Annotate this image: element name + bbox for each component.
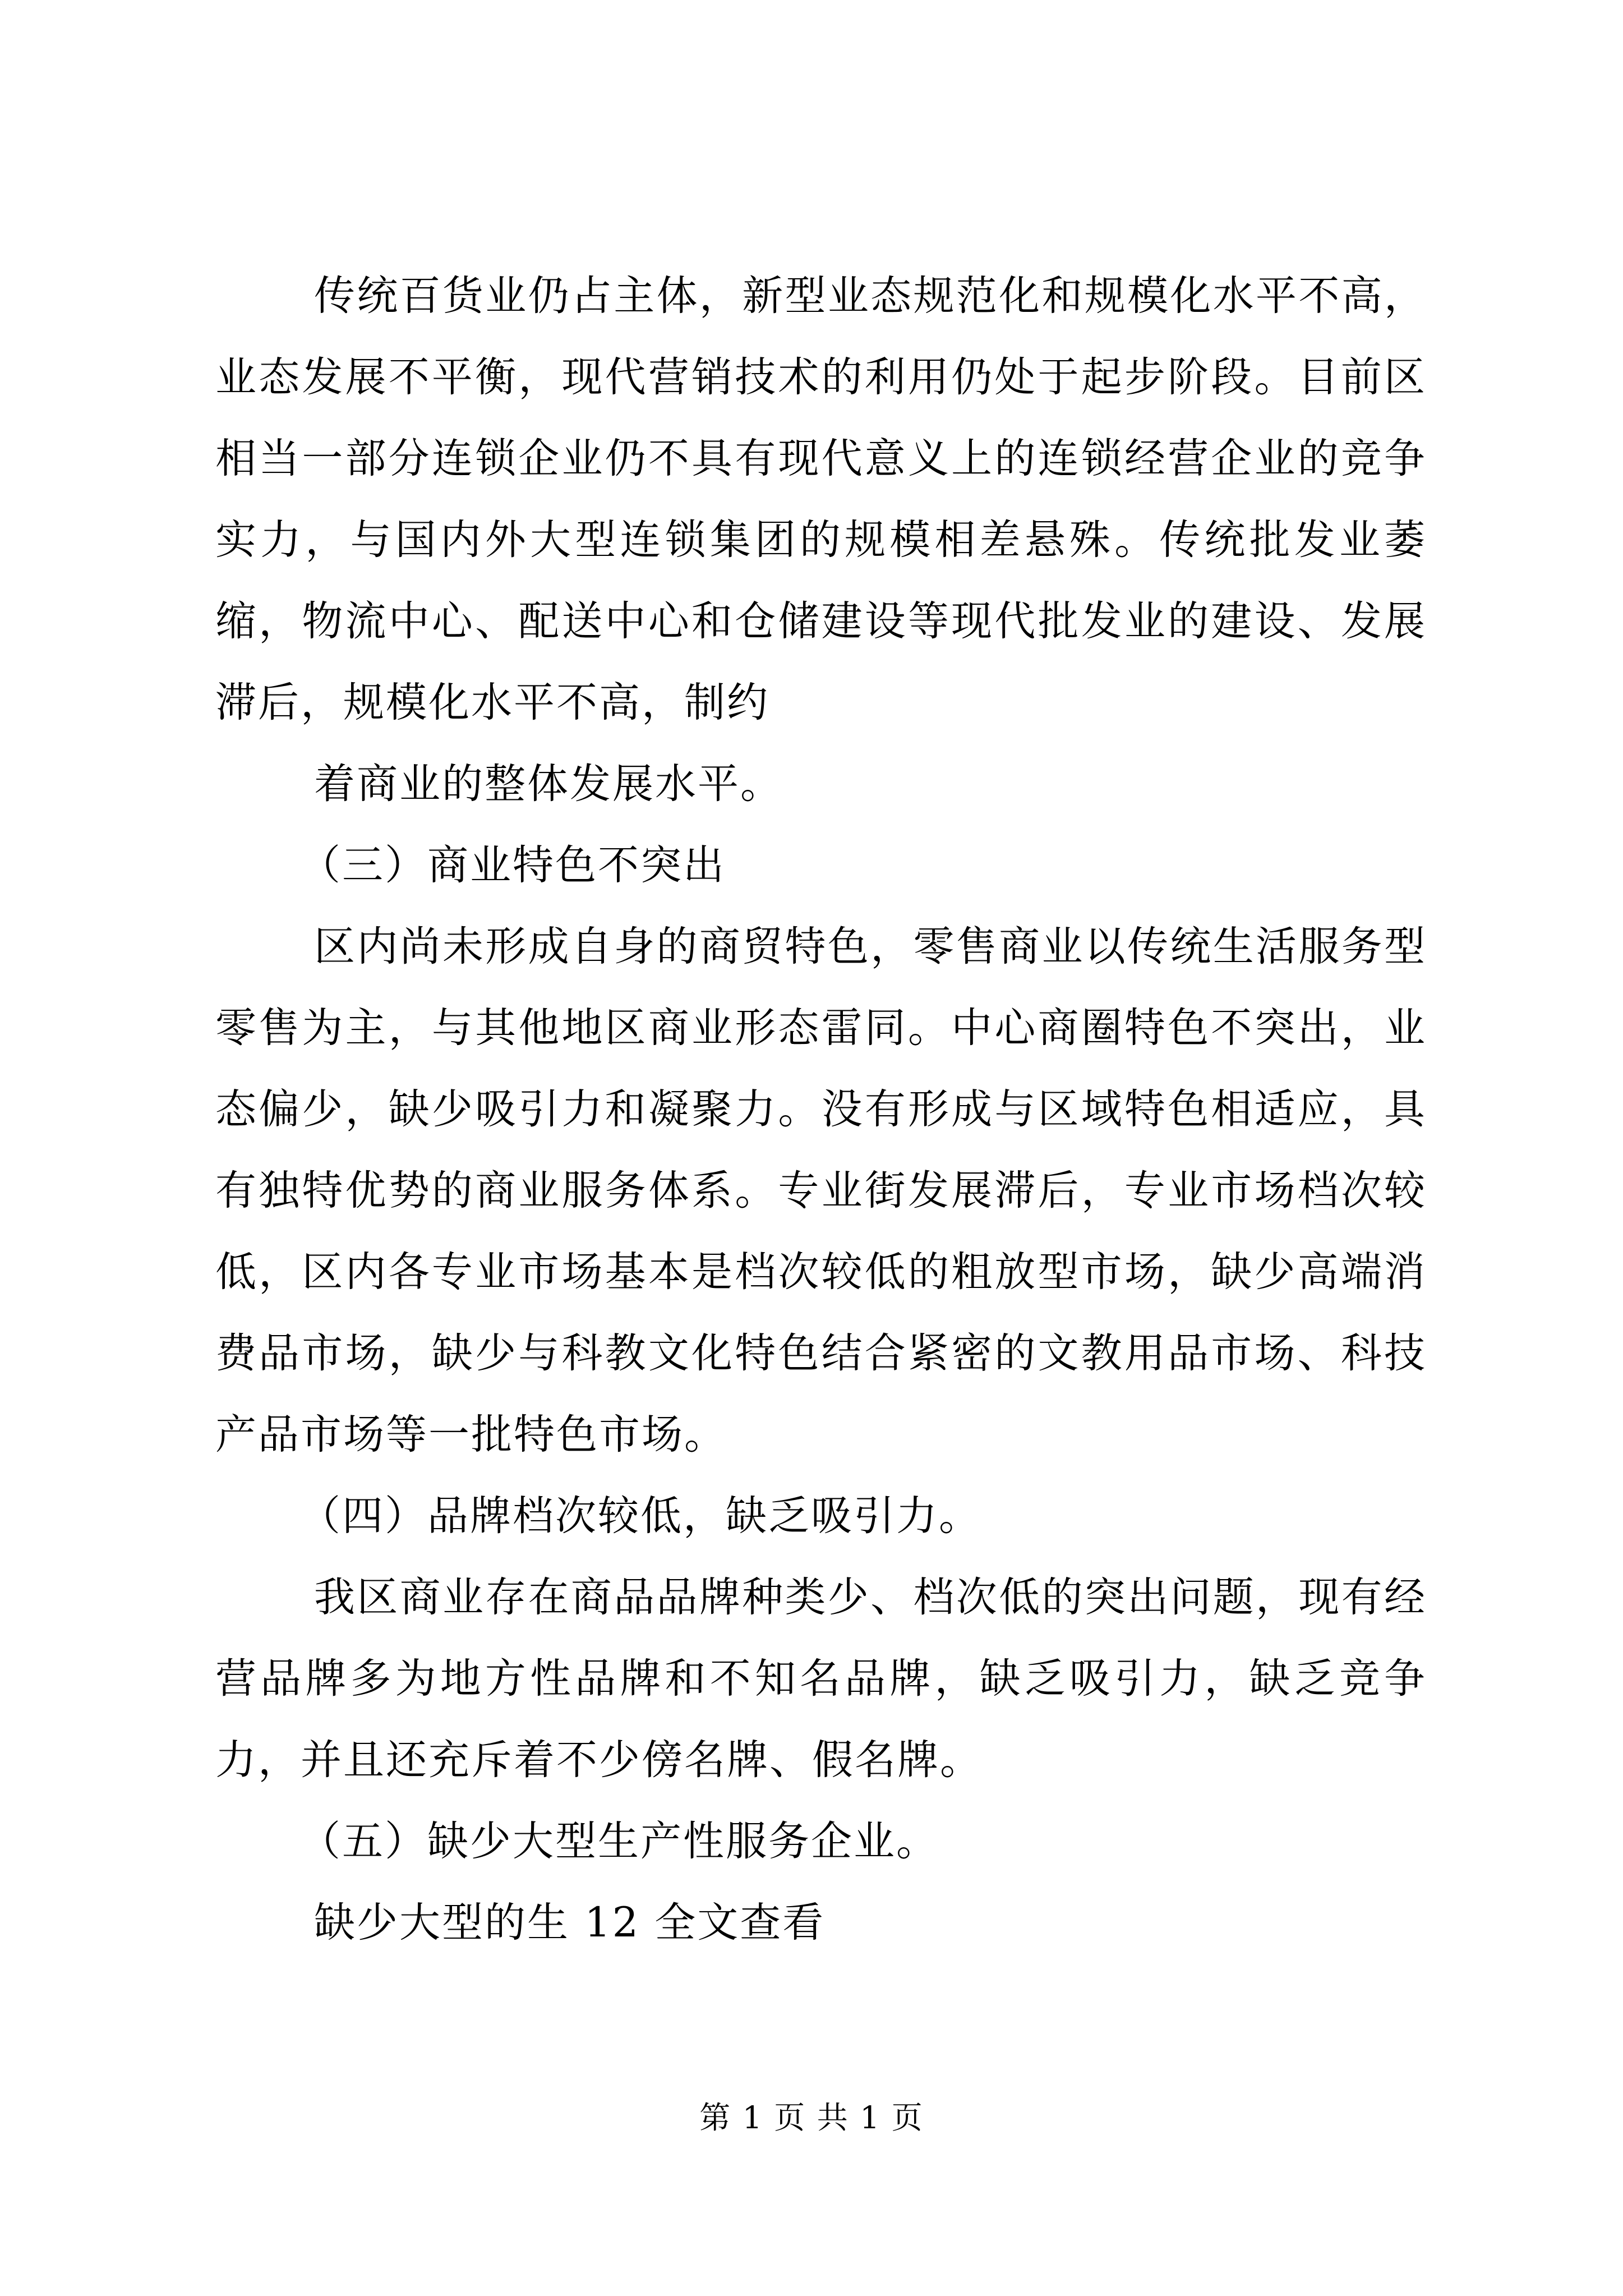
paragraph-continuation: 着商业的整体发展水平。 bbox=[314, 760, 783, 808]
section-heading-3: （三）商业特色不突出 bbox=[299, 841, 726, 889]
paragraph-commercial-features: 区内尚未形成自身的商贸特色，零售商业以传统生活服务型零售为主，与其他地区商业形态雷同。中心商圈特色不突出，业态偏少，缺少吸引力和凝聚力。没有形成与区域特色相适应，具有独特优势的商业服务体系。专业街发展滞后，专业市场档次较低，区内各专业市场基本是档次较低的粗放型市场，缺少高端消费品市场，缺少与科教文化特色结合紧密的文教用品市场、科技产品市场等一批特色市场。 bbox=[215, 923, 1427, 1458]
page-footer: 第 1 页 共 1 页 bbox=[699, 2100, 924, 2136]
document-body bbox=[215, 255, 1427, 1963]
paragraph-retail-structure: 传统百货业仍占主体，新型业态规范化和规模化水平不高，业态发展不平衡，现代营销技术的利用仍处于起步阶段。目前区相当一部分连锁企业仍不具有现代意义上的连锁经营企业的竞争实力，与国内外大型连锁集团的规模相差悬殊。传统批发业萎缩，物流中心、配送中心和仓储建设等现代批发业的建设、发展滞后，规模化水平不高，制约 bbox=[215, 272, 1427, 726]
section-heading-4: （四）品牌档次较低，缺乏吸引力。 bbox=[299, 1492, 981, 1540]
paragraph-brand-level: 我区商业存在商品品牌种类少、档次低的突出问题，现有经营品牌多为地方性品牌和不知名品牌，缺乏吸引力，缺乏竞争力，并且还充斥着不少傍名牌、假名牌。 bbox=[215, 1573, 1427, 1784]
section-heading-5: （五）缺少大型生产性服务企业。 bbox=[299, 1818, 939, 1865]
paragraph-full-text-link: 缺少大型的生 12 全文查看 bbox=[314, 1899, 826, 1947]
